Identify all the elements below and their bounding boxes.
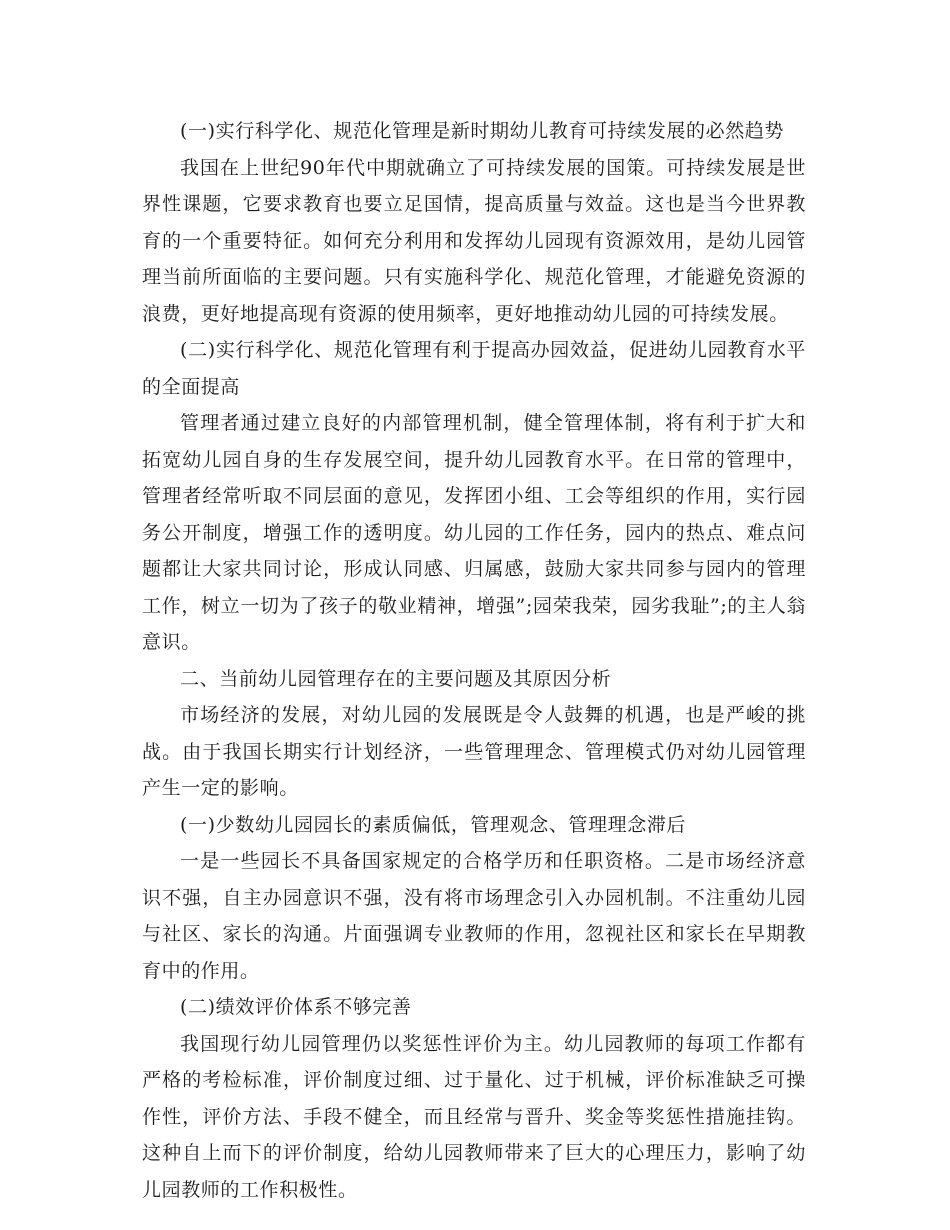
body-paragraph: 市场经济的发展，对幼儿园的发展既是令人鼓舞的机遇，也是严峻的挑战。由于我国长期实行计划经济，一些管理理念、管理模式仍对幼儿园管理产生一定的影响。 bbox=[142, 704, 806, 799]
body-paragraph: 管理者通过建立良好的内部管理机制，健全管理体制，将有利于扩大和拓宽幼儿园自身的生存发展空间，提升幼儿园教育水平。在日常的管理中，管理者经常听取不同层面的意见，发挥团小组、工会等组织的作用，实行园务公开制度，增强工作的透明度。幼儿园的工作任务，园内的热点、难点问题都让大家共同讨论，形成认同感、归属感，鼓励大家共同参与园内的管理工作，树立一切为了孩子的敬业精神，增强”;园荣我荣，园劣我耻”;的主人翁意识。 bbox=[142, 412, 806, 653]
section-heading: (二)绩效评价体系不够完善 bbox=[180, 996, 412, 1018]
section-heading: (一)实行科学化、规范化管理是新时期幼儿教育可持续发展的必然趋势 bbox=[180, 120, 785, 142]
body-paragraph: 我国在上世纪90年代中期就确立了可持续发展的国策。可持续发展是世界性课题，它要求教育也要立足国情，提高质量与效益。这也是当今世界教育的一个重要特征。如何充分利用和发挥幼儿园现有资源效用，是幼儿园管理当前所面临的主要问题。只有实施科学化、规范化管理，才能避免资源的浪费，更好地提高现有资源的使用频率，更好地推动幼儿园的可持续发展。 bbox=[142, 156, 806, 325]
document-body bbox=[142, 113, 806, 1208]
section-heading: (二)实行科学化、规范化管理有利于提高办园效益，促进幼儿园教育水平的全面提高 bbox=[142, 339, 806, 398]
section-heading: 二、当前幼儿园管理存在的主要问题及其原因分析 bbox=[180, 667, 612, 690]
body-paragraph: 一是一些园长不具备国家规定的合格学历和任职资格。二是市场经济意识不强，自主办园意识不强，没有将市场理念引入办园机制。不注重幼儿园与社区、家长的沟通。片面强调专业教师的作用，忽视社区和家长在早期教育中的作用。 bbox=[142, 850, 806, 982]
section-heading: (一)少数幼儿园园长的素质偏低，管理观念、管理理念滞后 bbox=[180, 813, 687, 836]
body-paragraph: 我国现行幼儿园管理仍以奖惩性评价为主。幼儿园教师的每项工作都有严格的考检标准，评价制度过细、过于量化、过于机械，评价标准缺乏可操作性，评价方法、手段不健全，而且经常与晋升、奖金等奖惩性措施挂钩。这种自上而下的评价制度，给幼儿园教师带来了巨大的心理压力，影响了幼儿园教师的工作积极性。 bbox=[142, 1032, 806, 1201]
